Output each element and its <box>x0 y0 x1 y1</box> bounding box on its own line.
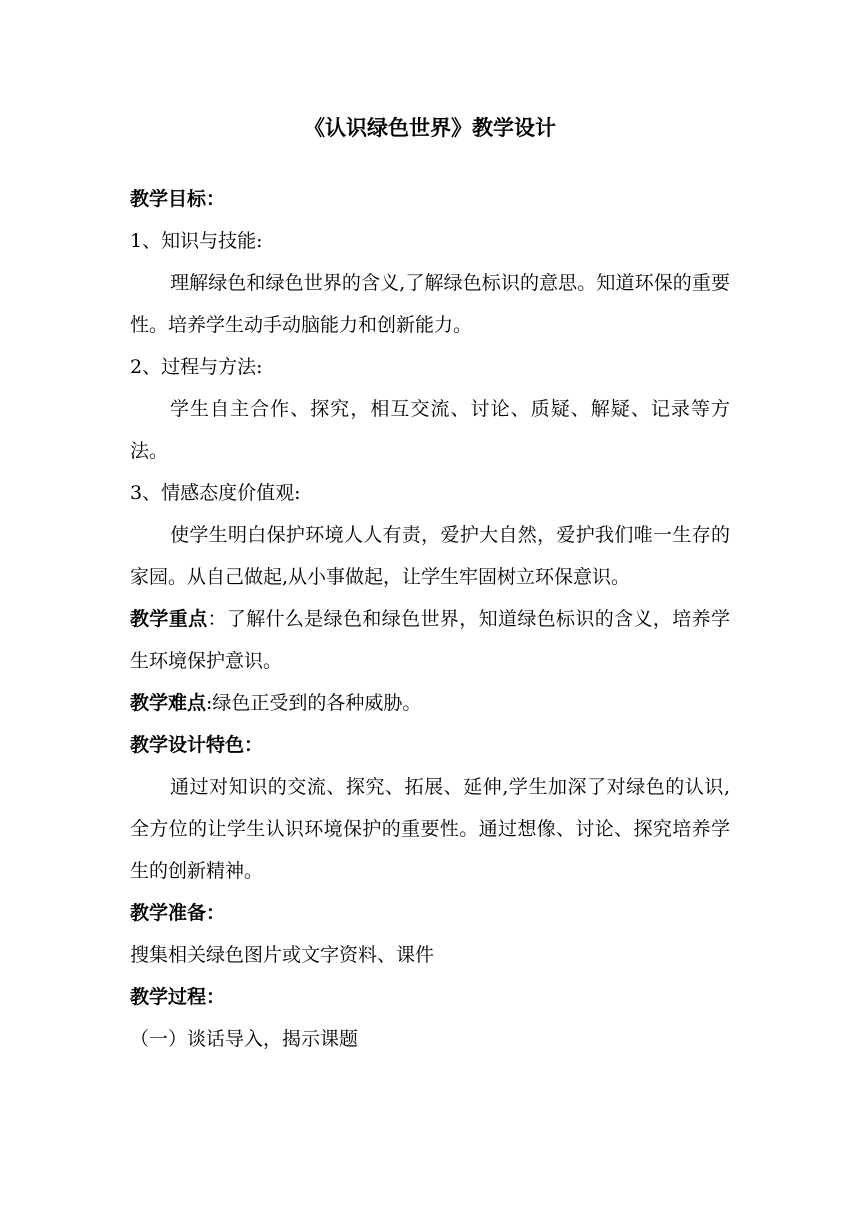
document-title: 《认识绿色世界》教学设计 <box>304 115 556 140</box>
knowledge-heading: 1、知识与技能: <box>130 230 263 252</box>
features-heading: 教学设计特色： <box>130 734 264 756</box>
difficult-points-text: :绿色正受到的各种威胁。 <box>206 692 422 714</box>
features-paragraph: 通过对知识的交流、探究、拓展、延伸,学生加深了对绿色的认识,全方位的让学生认识环境保护的重要性。通过想像、讨论、探究培养学生的创新精神。 <box>130 776 730 882</box>
emotion-heading: 3、情感态度价值观: <box>130 482 301 504</box>
process-method-heading: 2、过程与方法: <box>130 356 263 378</box>
process-method-paragraph: 学生自主合作、探究，相互交流、讨论、质疑、解疑、记录等方法。 <box>130 398 730 462</box>
key-points-paragraph <box>130 598 730 682</box>
objectives-heading: 教学目标： <box>130 188 226 210</box>
emotion-paragraph: 使学生明白保护环境人人有责，爱护大自然，爱护我们唯一生存的家园。从自己做起,从小事做起，让学生牢固树立环保意识。 <box>130 524 730 588</box>
difficult-points-paragraph <box>130 682 730 724</box>
document-body <box>130 178 730 1060</box>
knowledge-paragraph: 理解绿色和绿色世界的含义,了解绿色标识的意思。知道环保的重要性。培养学生动手动脑能力和创新能力。 <box>130 272 730 336</box>
teaching-process-heading: 教学过程： <box>130 986 226 1008</box>
key-points-label: 教学重点 <box>130 608 208 630</box>
step-one: （一）谈话导入，揭示课题 <box>130 1028 359 1050</box>
preparation-text: 搜集相关绿色图片或文字资料、课件 <box>130 944 435 966</box>
difficult-points-label: 教学难点 <box>130 692 207 714</box>
preparation-heading: 教学准备： <box>130 902 226 924</box>
key-points-text: ：了解什么是绿色和绿色世界，知道绿色标识的含义，培养学生环境保护意识。 <box>130 608 730 672</box>
